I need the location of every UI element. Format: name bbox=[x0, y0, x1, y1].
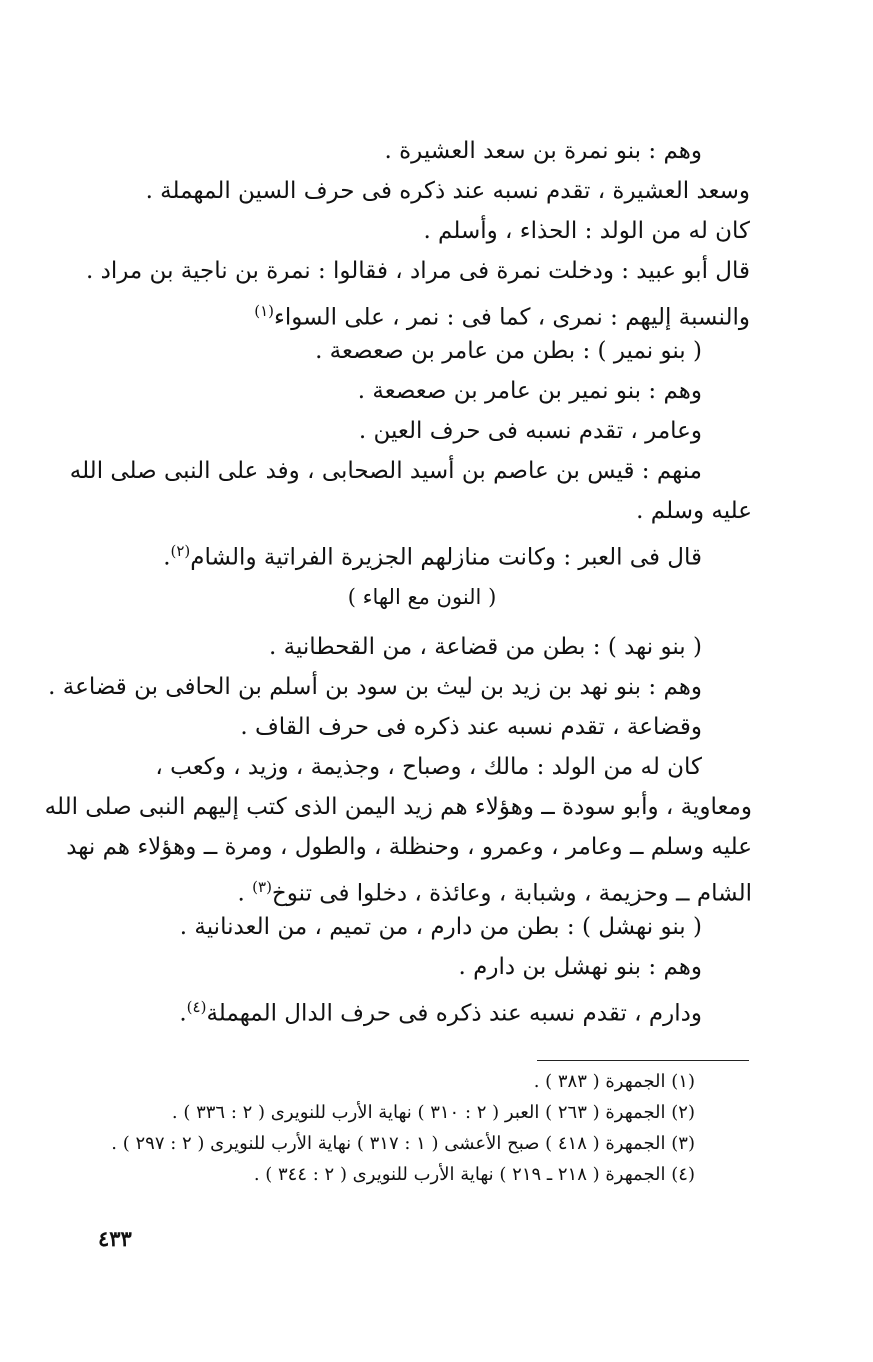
footnote-marker: (٣) bbox=[252, 878, 272, 896]
text-span: . bbox=[237, 880, 253, 907]
footnote-marker: (١) bbox=[254, 302, 275, 320]
text-line: ( بنو نهد ) : بطن من قضاعة ، من القحطانية . bbox=[268, 634, 702, 660]
text-line: عليه وسلم . bbox=[636, 498, 752, 524]
footnote: (٤) الجمهرة ( ٢١٨ ـ ٢١٩ ) نهاية الأرب للنويرى ( ٢ : ٣٤٤ ) . bbox=[253, 1164, 695, 1185]
text-line: وسعد العشيرة ، تقدم نسبه عند ذكره فى حرف السين المهملة . bbox=[145, 178, 750, 204]
footnote-marker: (٢) bbox=[170, 542, 191, 560]
text-line: قال أبو عبيد : ودخلت نمرة فى مراد ، فقالوا : نمرة بن ناجية بن مراد . bbox=[85, 258, 750, 284]
text-line bbox=[92, 291, 752, 331]
text-line: كان له من الولد : الحذاء ، وأسلم . bbox=[423, 218, 750, 244]
footnote: (٣) الجمهرة ( ٤١٨ ) صبح الأعشى ( ١ : ٣١٧ ) نهاية الأرب للنويرى ( ٢ : ٢٩٧ ) . bbox=[111, 1133, 695, 1154]
section-heading: ( النون مع الهاء ) bbox=[347, 585, 497, 609]
text-span: الشام ــ وحزيمة ، وشبابة ، وعائذة ، دخلوا فى تنوخ bbox=[271, 880, 752, 907]
footnote-marker: (٤) bbox=[186, 998, 207, 1016]
footnotes bbox=[95, 1066, 695, 1190]
text-span: ودارم ، تقدم نسبه عند ذكره فى حرف الدال المهملة bbox=[206, 1000, 702, 1027]
text-line: ( بنو نمير ) : بطن من عامر بن صعصعة . bbox=[315, 338, 702, 364]
footnote: (٢) الجمهرة ( ٢٦٣ ) العبر ( ٢ : ٣١٠ ) نهاية الأرب للنويرى ( ٢ : ٣٣٦ ) . bbox=[171, 1102, 695, 1123]
text-line: ومعاوية ، وأبو سودة ــ وهؤلاء هم زيد اليمن الذى كتب إليهم النبى صلى الله bbox=[44, 794, 752, 820]
text-line: وهم : بنو نهد بن زيد بن ليث بن سود بن أسلم بن الحافى بن قضاعة . bbox=[48, 674, 702, 700]
text-line: وهم : بنو نمرة بن سعد العشيرة . bbox=[384, 138, 702, 164]
text-line: وهم : بنو نهشل بن دارم . bbox=[458, 954, 702, 980]
text-line: ( بنو نهشل ) : بطن من دارم ، من تميم ، من العدنانية . bbox=[179, 914, 702, 940]
text-span: . bbox=[179, 1000, 187, 1027]
text-line: منهم : قيس بن عاصم بن أسيد الصحابى ، وفد على النبى صلى الله bbox=[69, 458, 702, 484]
text-span: قال فى العبر : وكانت منازلهم الجزيرة الفراتية والشام bbox=[190, 544, 702, 571]
footnote: (١) الجمهرة ( ٣٨٣ ) . bbox=[533, 1071, 695, 1092]
text-line bbox=[92, 531, 752, 571]
text-span: والنسبة إليهم : نمرى ، كما فى : نمر ، على السواء bbox=[274, 304, 750, 331]
page-number: ٤٣٣ bbox=[98, 1226, 132, 1251]
text-line bbox=[92, 987, 752, 1027]
main-text bbox=[44, 131, 752, 1027]
footnote-divider bbox=[537, 1060, 749, 1061]
text-span: . bbox=[163, 544, 171, 571]
text-line: كان له من الولد : مالك ، وصباح ، وجذيمة ، وزيد ، وكعب ، bbox=[155, 754, 702, 780]
text-line: وهم : بنو نمير بن عامر بن صعصعة . bbox=[357, 378, 702, 404]
text-line: وقضاعة ، تقدم نسبه عند ذكره فى حرف القاف . bbox=[240, 714, 702, 740]
text-line: وعامر ، تقدم نسبه فى حرف العين . bbox=[358, 418, 702, 444]
text-line bbox=[92, 867, 752, 907]
text-line: عليه وسلم ــ وعامر ، وعمرو ، وحنظلة ، والطول ، ومرة ــ وهؤلاء هم نهد bbox=[66, 834, 752, 860]
